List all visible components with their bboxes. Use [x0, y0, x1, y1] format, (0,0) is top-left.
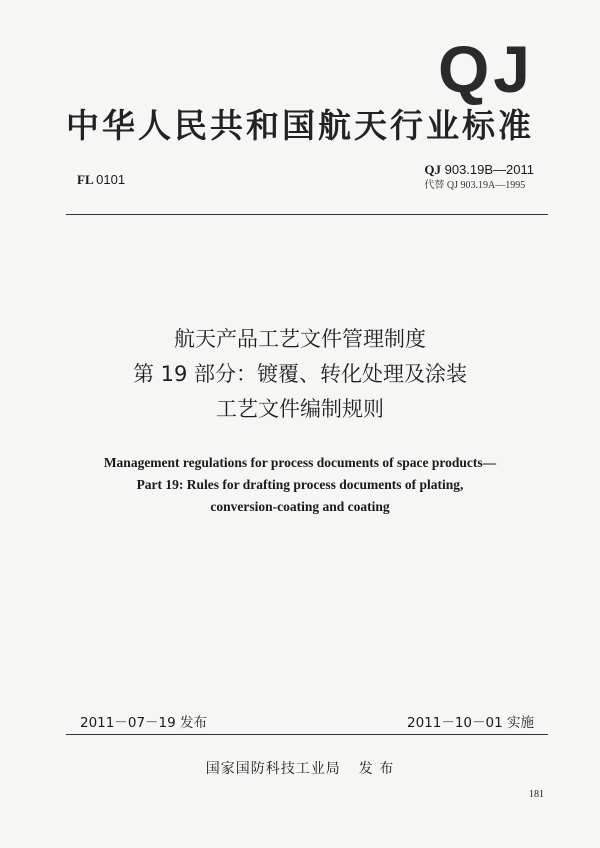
implementation-date: 2011－10－01 实施 — [406, 715, 534, 731]
english-title-line-1: Management regulations for process documents of space products— — [103, 455, 497, 470]
qj-logo: QJ — [437, 32, 534, 106]
classification-number: 0101 — [96, 172, 126, 187]
publisher-line — [0, 758, 600, 778]
standard-code: 903.19B—2011 — [444, 162, 534, 177]
footer-divider — [66, 734, 548, 735]
chinese-title-line-2: 第 19 部分：镀覆、转化处理及涂装 — [132, 362, 468, 386]
organization-title: 中华人民共和国航天行业标准 — [66, 106, 534, 145]
issue-date: 2011－07－19 发布 — [80, 715, 208, 731]
classification-prefix: FL — [77, 172, 93, 187]
standard-number-block — [424, 162, 534, 193]
chinese-title-line-1: 航天产品工艺文件管理制度 — [174, 327, 426, 351]
chinese-title-line-3: 工艺文件编制规则 — [216, 397, 384, 421]
header-divider — [66, 214, 548, 215]
english-title-line-2: Part 19: Rules for drafting process documents of plating, — [136, 477, 464, 492]
publisher-name: 国家国防科技工业局 — [205, 761, 341, 777]
english-title — [0, 452, 600, 518]
page-number: 181 — [529, 789, 544, 800]
publisher-action: 发 布 — [358, 761, 395, 777]
classification-code — [77, 172, 125, 188]
standard-prefix: QJ — [424, 162, 441, 177]
standard-number — [424, 162, 534, 179]
replaces-standard: 代替 QJ 903.19A—1995 — [424, 179, 526, 191]
english-title-line-3: conversion-coating and coating — [210, 499, 390, 514]
chinese-title — [0, 322, 600, 427]
